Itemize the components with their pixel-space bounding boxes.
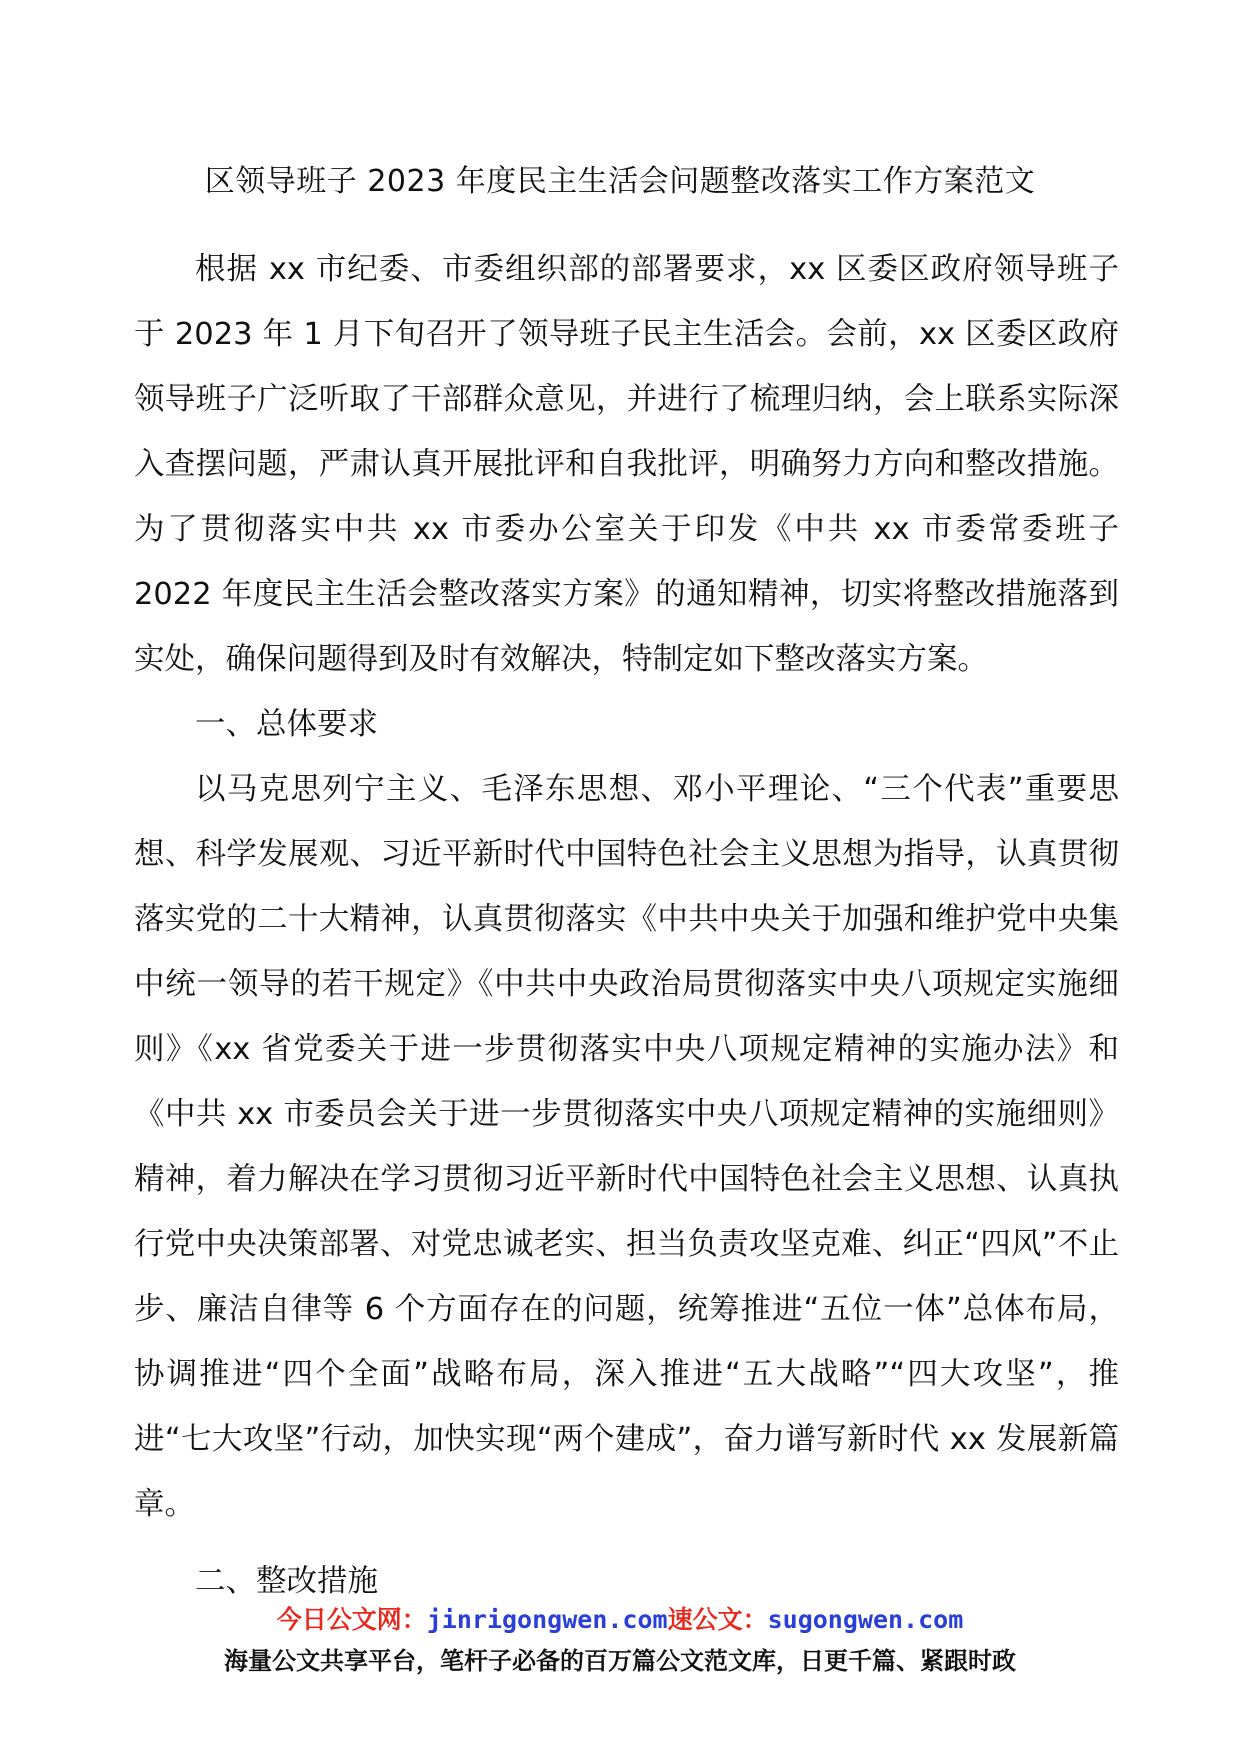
- document-body: [134, 237, 1119, 1614]
- watermark-footer: [0, 1602, 1240, 1678]
- section-heading-rectification-measures: 二、整改措施: [195, 1564, 378, 1599]
- section-heading-general-requirements: 一、总体要求: [195, 707, 378, 742]
- site2-link[interactable]: sugongwen.com: [767, 1605, 964, 1634]
- site1-link[interactable]: jinrigongwen.com: [426, 1605, 668, 1634]
- site2-label: 速公文：: [667, 1605, 768, 1634]
- document-title: 区领导班子 2023 年度民主生活会问题整改落实工作方案范文: [204, 164, 1036, 199]
- general-requirements-paragraph: 以马克思列宁主义、毛泽东思想、邓小平理论、“三个代表”重要思想、科学发展观、习近平新时代中国特色社会主义思想为指导，认真贯彻落实党的二十大精神，认真贯彻落实《中共中央关于加强和维护党中央集中统一领导的若干规定》《中共中央政治局贯彻落实中央八项规定实施细则》《xx 省党委关于进一步贯彻落实中央八项规定精神的实施办法》和《中共 xx 市委员会关于进一步贯彻落实中央八项规定精神的实施细则》精神，着力解决在学习贯彻习近平新时代中国特色社会主义思想、认真执行党中央决策部署、对党忠诚老实、担当负责攻坚克难、纠正“四风”不止步、廉洁自律等 6 个方面存在的问题，统筹推进“五位一体”总体布局，协调推进“四个全面”战略布局，深入推进“五大战略”“四大攻坚”，推进“七大攻坚”行动，加快实现“两个建成”，奋力谱写新时代 xx 发展新篇章。: [134, 772, 1119, 1522]
- footer-slogan: 海量公文共享平台，笔杆子必备的百万篇公文范文库，日更千篇、紧跟时政: [224, 1647, 1016, 1675]
- intro-paragraph: 根据 xx 市纪委、市委组织部的部署要求，xx 区委区政府领导班子于 2023 年 1 月下旬召开了领导班子民主生活会。会前，xx 区委区政府领导班子广泛听取了干部群众意见，并进行了梳理归纳，会上联系实际深入查摆问题，严肃认真开展批评和自我批评，明确努力方向和整改措施。为了贯彻落实中共 xx 市委办公室关于印发《中共 xx 市委常委班子 2022 年度民主生活会整改落实方案》的通知精神，切实将整改措施落到实处，确保问题得到及时有效解决，特制定如下整改落实方案。: [134, 252, 1119, 677]
- footer-sites: [0, 1602, 1240, 1638]
- site1-label: 今日公文网：: [276, 1605, 427, 1634]
